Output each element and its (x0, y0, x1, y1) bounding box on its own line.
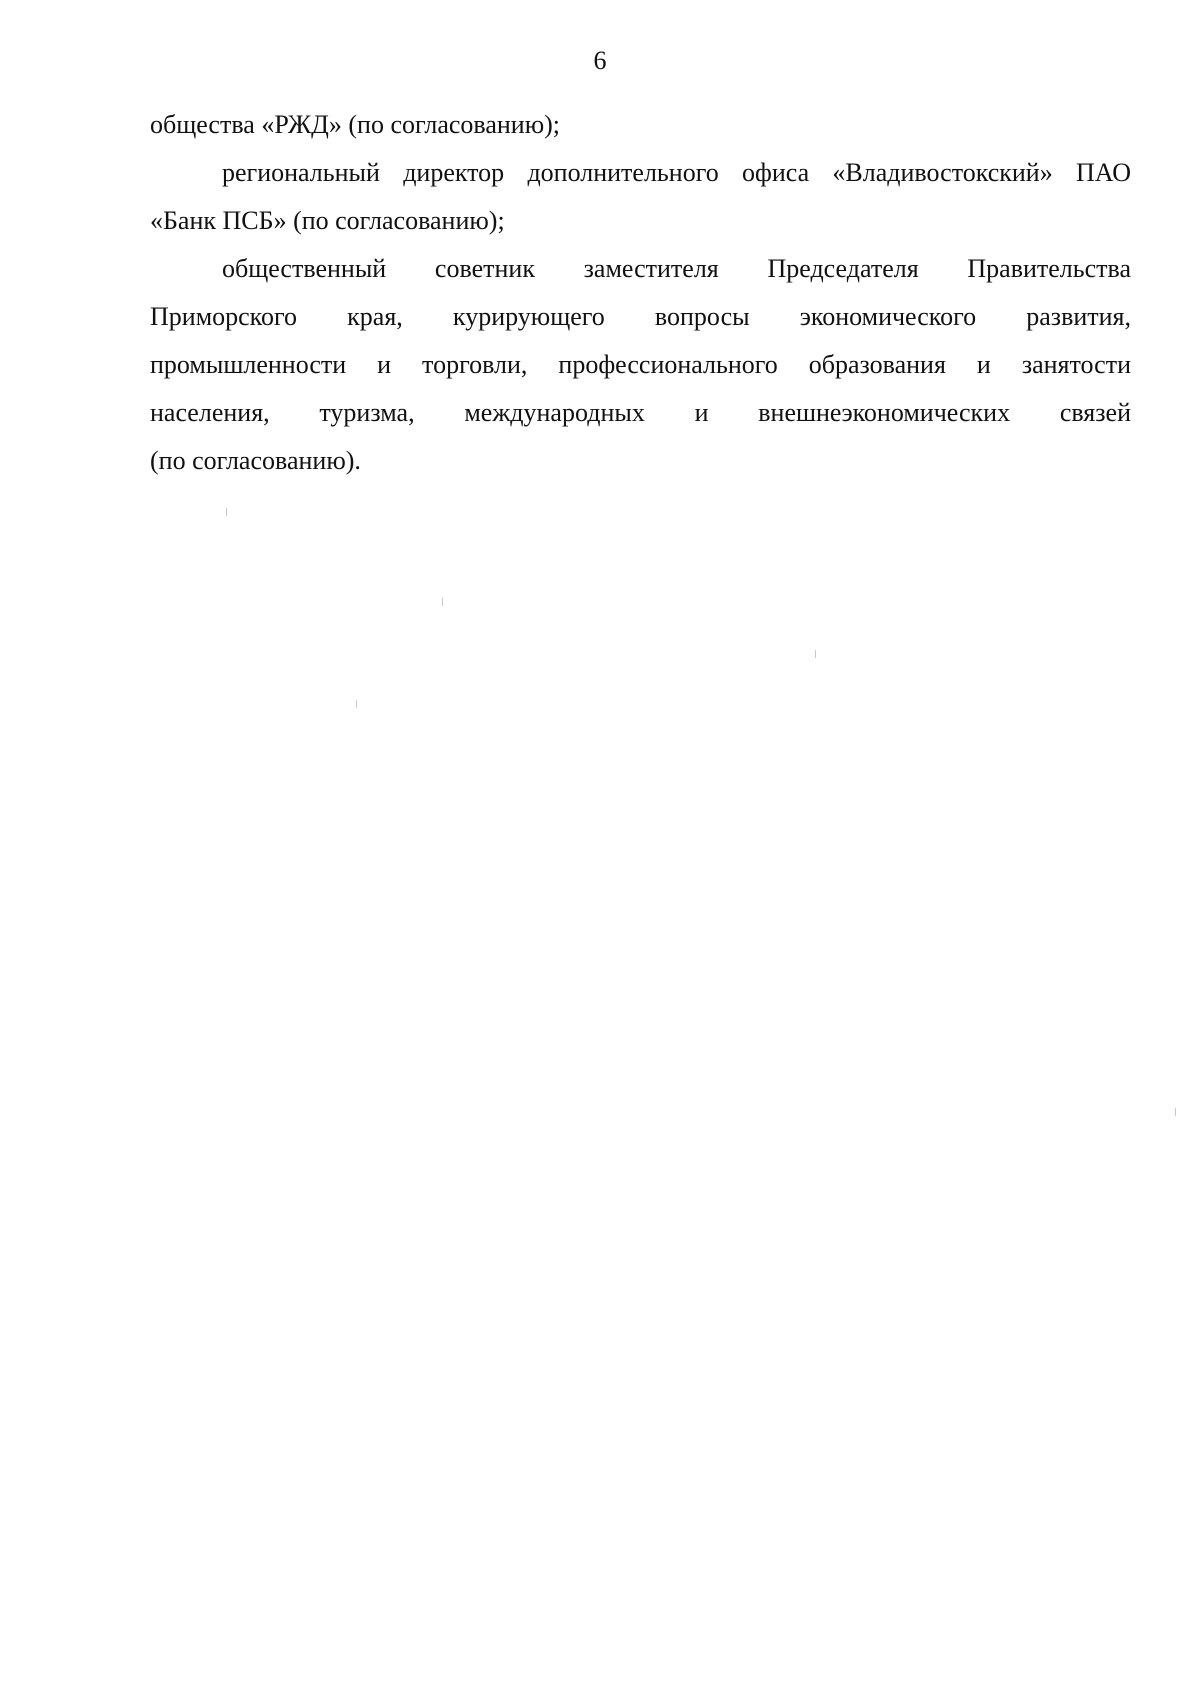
scan-artifact (815, 650, 816, 658)
scan-artifact (442, 598, 443, 606)
text-line: населения, туризма, международных и внешнеэкономических связей (150, 398, 1131, 427)
scan-artifact (1175, 1108, 1176, 1116)
page-number: 6 (593, 46, 607, 75)
paragraph-public-advisor (150, 245, 1131, 485)
scan-artifact (226, 508, 227, 516)
text-line: «Банк ПСБ» (по согласованию); (150, 206, 505, 235)
text-line: общества «РЖД» (по согласованию); (150, 110, 561, 139)
paragraph-rzd (150, 101, 1131, 149)
text-line: (по согласованию). (150, 446, 361, 475)
text-line: промышленности и торговли, профессионального образования и занятости (150, 350, 1131, 379)
paragraph-psb-bank (150, 149, 1131, 245)
scan-artifact (356, 700, 357, 708)
document-body (150, 101, 1131, 485)
text-line: региональный директор дополнительного офиса «Владивостокский» ПАО (222, 158, 1131, 187)
text-line: общественный советник заместителя Председателя Правительства (222, 254, 1131, 283)
text-line: Приморского края, курирующего вопросы экономического развития, (150, 302, 1131, 331)
